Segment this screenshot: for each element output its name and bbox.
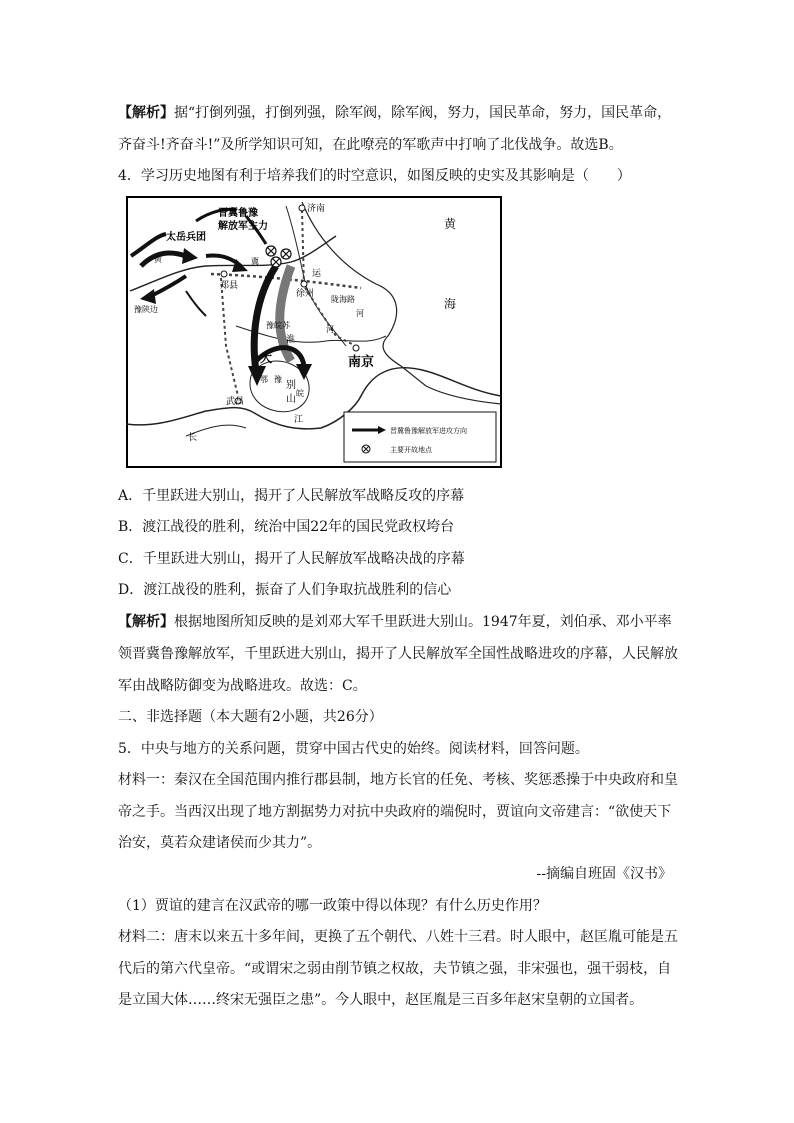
- option-b: B．渡江战役的胜利，统治中国22年的国民党政权垮台: [118, 519, 455, 535]
- map-label-wuchang: 武昌: [226, 397, 245, 407]
- map-label-bie: 别: [286, 380, 296, 391]
- analysis-text: 据“打倒列强，打倒列强，除军阀，除军阀，努力，国民革命，努力，国民革命，: [174, 105, 672, 121]
- map-label-chang: 长: [188, 433, 198, 443]
- option-c: C．千里跃进大别山，揭开了人民解放军战略决战的序幕: [118, 551, 465, 567]
- crossing-point-2: [281, 249, 291, 259]
- map-label-yu: 豫: [274, 375, 282, 384]
- map-label-jinan: 济南: [307, 204, 326, 214]
- map-label-yun: 运: [312, 269, 322, 279]
- analysis-2-line-3: 军由战略防御变为战略进攻。故选：C。: [118, 678, 367, 694]
- map-label-yu-wan-su: 豫皖苏: [266, 321, 290, 330]
- map-label-huai: 淮: [286, 335, 296, 345]
- map-label-longhai: 陇海路: [331, 295, 355, 304]
- material-1-line-1: 材料一：秦汉在全国范围内推行郡县制，地方长官的任免、考核、奖惩悉操于中央政府和皇: [118, 772, 678, 788]
- nanjing-marker: [353, 345, 359, 351]
- material-1-source: --摘编自班固《汉书》: [536, 866, 672, 882]
- zhengxian-marker: [221, 271, 227, 277]
- xuzhou-marker: [301, 281, 307, 287]
- map-label-wan: 皖: [296, 389, 304, 398]
- map-label-hai: 海: [444, 297, 457, 311]
- map-legend: [344, 412, 496, 462]
- map-label-ji: 冀: [251, 257, 259, 266]
- map-label-yu-west: 豫陕边: [134, 305, 158, 314]
- legend-arrow-label: 晋冀鲁豫解放军进攻方向: [390, 427, 467, 435]
- map-label-huang-river: 黄: [154, 255, 162, 264]
- crossing-point-1: [266, 246, 276, 256]
- analysis-2-line-2: 领晋冀鲁豫解放军，千里跃进大别山，揭开了人民解放军全国性战略进攻的序幕，人民解放: [118, 646, 678, 662]
- crossing-point-3: [271, 257, 281, 267]
- sub-question-1: （1）贾谊的建言在汉武帝的哪一政策中得以体现？有什么历史作用？: [118, 898, 547, 914]
- map-label-e: 鄂: [260, 375, 268, 384]
- analysis-label: 【解析】: [118, 105, 174, 121]
- analysis-2-text: 根据地图所知反映的是刘邓大军千里跃进大别山。1947年夏，刘伯承、邓小平率: [174, 614, 672, 630]
- material-2-line-2: 代后的第六代皇帝。“或谓宋之弱由削节镇之权故，夫节镇之强，非宋强也，强干弱枝，自: [118, 961, 672, 977]
- map-label-xuzhou: 徐州: [296, 289, 315, 299]
- material-1-line-3: 治安，莫若众建诸侯而少其力”。: [118, 835, 322, 851]
- question-4-stem: 4．学习历史地图有利于培养我们的时空意识，如图反映的史实及其影响是（ ）: [118, 168, 631, 184]
- option-a: A．千里跃进大别山，揭开了人民解放军战略反攻的序幕: [118, 488, 465, 504]
- section-2-title: 二、非选择题（本大题有2小题，共26分）: [118, 709, 383, 725]
- option-d: D．渡江战役的胜利，振奋了人们争取抗战胜利的信心: [118, 582, 452, 598]
- map-label-army: 晋冀鲁豫: [218, 208, 258, 219]
- material-2-line-1: 材料二：唐末以来五十多年间，更换了五个朝代、八姓十三君。时人眼中，赵匡胤可能是五: [118, 929, 678, 945]
- analysis-1-line-2: 齐奋斗!齐奋斗!”及所学知识可知，在此嘹亮的军歌声中打响了北伐战争。故选B。: [118, 137, 623, 153]
- analysis-1-line-1: [118, 103, 671, 123]
- material-2-line-3: 是立国大体……终宋无强臣之患”。今人眼中，赵匡胤是三百多年赵宋皇朝的立国者。: [118, 992, 644, 1008]
- map-label-huang: 黄: [444, 217, 457, 231]
- analysis-label-2: 【解析】: [118, 614, 174, 630]
- map-label-he: 河: [326, 325, 334, 334]
- material-1-line-2: 帝之手。当西汉出现了地方割据势力对抗中央政府的端倪时，贾谊向文帝建言：“欲使天下: [118, 804, 672, 820]
- map-label-army-2: 解放军主力: [218, 221, 268, 232]
- map-label-he-2: 河: [356, 309, 364, 318]
- map-label-shan: 山: [286, 394, 296, 405]
- legend-crossing-label: 主要开故地点: [390, 446, 432, 454]
- question-5-stem: 5．中央与地方的关系问题，贯穿中国古代史的始终。阅读材料，回答问题。: [118, 741, 589, 757]
- jinan-marker: [299, 205, 305, 211]
- map-label-zhengxian: 郑县: [220, 281, 239, 291]
- map-label-taiyue: 太岳兵团: [166, 232, 206, 243]
- legend-crossing-symbol: [362, 445, 370, 453]
- map-label-jiang: 江: [294, 415, 304, 425]
- map-label-nanjing: 南京: [348, 355, 375, 370]
- analysis-2-line-1: [118, 612, 672, 632]
- map-label-da: 大: [260, 351, 273, 365]
- historical-map: [126, 196, 502, 468]
